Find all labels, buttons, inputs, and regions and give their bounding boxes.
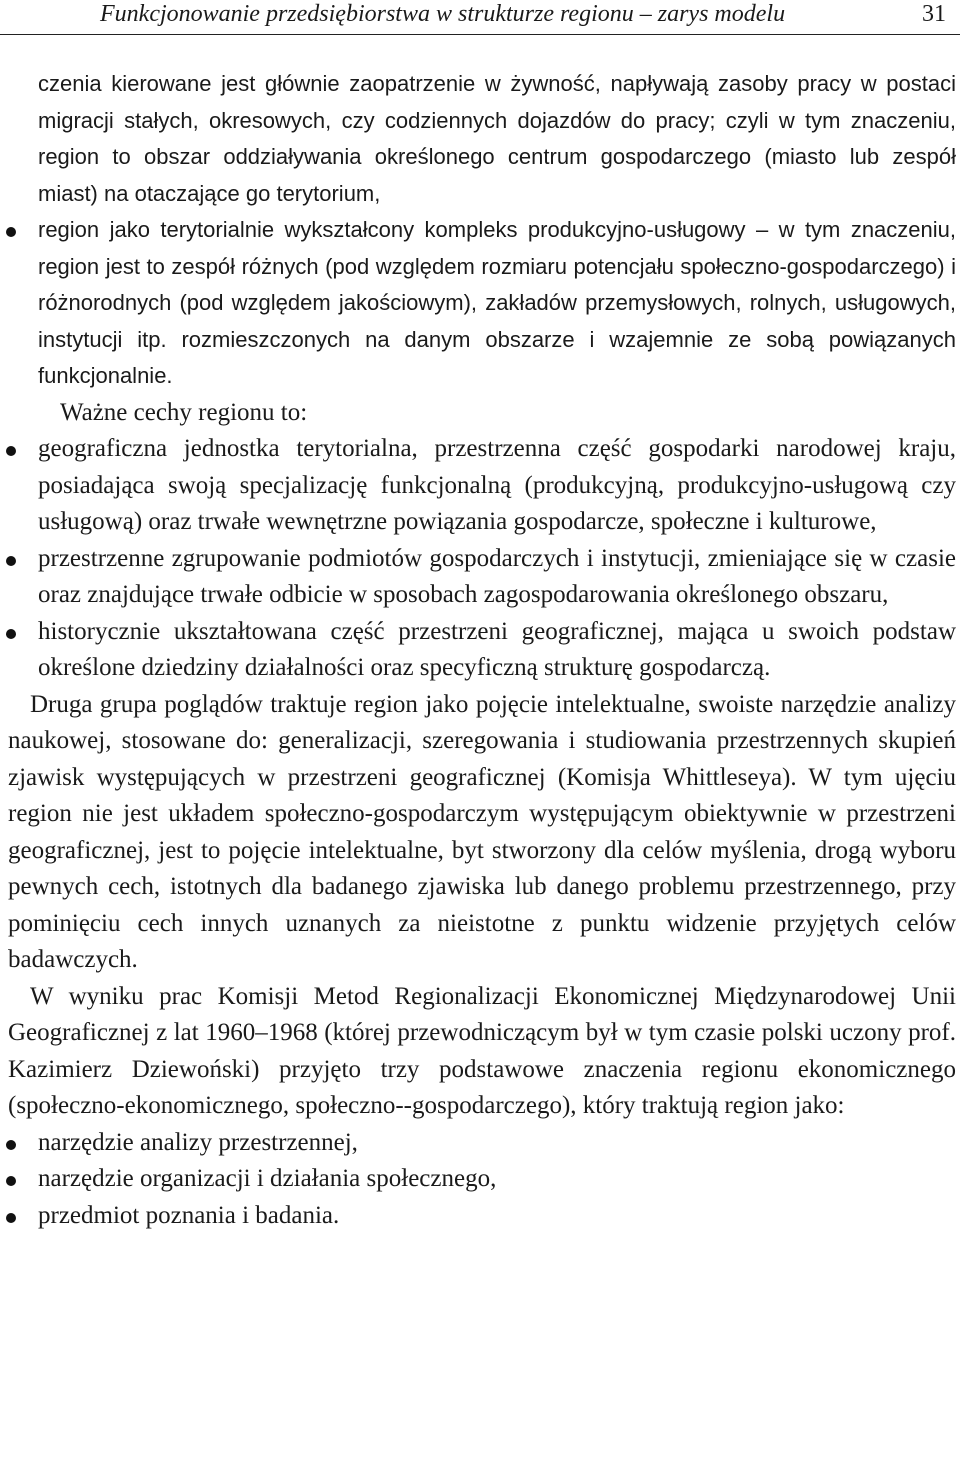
list-item-text: region jako terytorialnie wykształcony kompleks produkcyjno-usługowy – w tym znaczeniu, region jest to zespół różnych (pod względem rozmiaru potencjału społeczno-gospodarczego) i różnorodnych (pod względem jakościowym), zakładów przemysłowych, rolnych, usługowych, instytucji itp. rozmieszczonych na danym obszarze i wzajemnie ze sobą powiązanych funkcjonalnie. bbox=[38, 217, 956, 388]
list-item-text: narzędzie analizy przestrzennej, bbox=[38, 1128, 358, 1156]
features-intro: Ważne cechy regionu to: bbox=[60, 398, 308, 426]
page-number: 31 bbox=[922, 1, 946, 27]
paragraph: Druga grupa poglądów traktuje region jako pojęcie intelektualne, swoiste narzędzie analizy naukowej, stosowane do: generalizacji, szeregowania i studiowania przestrzennych skupień zjawisk występujących w przestrzeni geograficznej (Komisja Whittleseya). W tym ujęciu region nie jest układem społeczno-gospodarczym występującym obiektywnie w przestrzeni geograficznej, jest to pojęcie intelektualne, byt stworzony dla celów myślenia, drogą wyboru pewnych cech, istotnych dla badanego zjawiska lub danego problemu przestrzennego, przy pominięciu cech innych uznanych za nieistotne z punktu widzenie przyjętych celów badawczych. bbox=[8, 690, 956, 973]
list-item bbox=[38, 541, 956, 614]
bullet-icon bbox=[6, 1213, 16, 1223]
body-text bbox=[8, 66, 956, 1234]
bullet-icon bbox=[6, 556, 16, 566]
running-title: Funkcjonowanie przedsiębiorstwa w strukturze regionu – zarys modelu bbox=[100, 1, 786, 27]
list-item bbox=[38, 1161, 956, 1198]
list-item-text: historycznie ukształtowana część przestrzeni geograficznej, mająca u swoich podstaw określone dziedziny działalności oraz specyficzną strukturę gospodarczą. bbox=[38, 617, 956, 681]
list-item bbox=[38, 1125, 956, 1162]
list-item-text: przestrzenne zgrupowanie podmiotów gospodarczych i instytucji, zmieniające się w czasie oraz znajdujące trwałe odbicie w sposobach zagospodarowania określonego obszaru, bbox=[38, 544, 956, 608]
paragraph: W wyniku prac Komisji Metod Regionalizacji Ekonomicznej Międzynarodowej Unii Geograficznej z lat 1960–1968 (której przewodniczącym był w tym czasie polski uczony prof. Kazimierz Dziewoński) przyjęto trzy podstawowe znaczenia regionu ekonomicznego (społeczno-ekonomicznego, społeczno--gospodarczego), który traktują region jako: bbox=[8, 982, 956, 1119]
running-head bbox=[0, 0, 960, 35]
list-item bbox=[38, 1198, 956, 1235]
list-item bbox=[38, 212, 956, 395]
bullet-icon bbox=[6, 1176, 16, 1186]
bullet-icon bbox=[6, 446, 16, 456]
bullet-icon bbox=[6, 629, 16, 639]
list-item-text: geograficzna jednostka terytorialna, przestrzenna część gospodarki narodowej kraju, posiadająca swoją specjalizację funkcjonalną (produkcyjną, produkcyjno-usługową czy usługową) oraz trwałe wewnętrzne powiązania gospodarcze, społeczne i kulturowe, bbox=[38, 435, 956, 535]
bullet-icon bbox=[6, 1140, 16, 1150]
list-item bbox=[38, 614, 956, 687]
list-item-text: przedmiot poznania i badania. bbox=[38, 1201, 340, 1229]
list-item-text: narzędzie organizacji i działania społecznego, bbox=[38, 1165, 497, 1192]
list-item bbox=[38, 431, 956, 541]
continued-paragraph: czenia kierowane jest głównie zaopatrzenie w żywność, napływają zasoby pracy w postaci migracji stałych, okresowych, czy codziennych dojazdów do pracy; czyli w tym znaczeniu, region to obszar oddziaływania określonego centrum gospodarczego (miasto lub zespół miast) na otaczające go terytorium, bbox=[38, 71, 956, 206]
bullet-icon bbox=[6, 227, 16, 237]
